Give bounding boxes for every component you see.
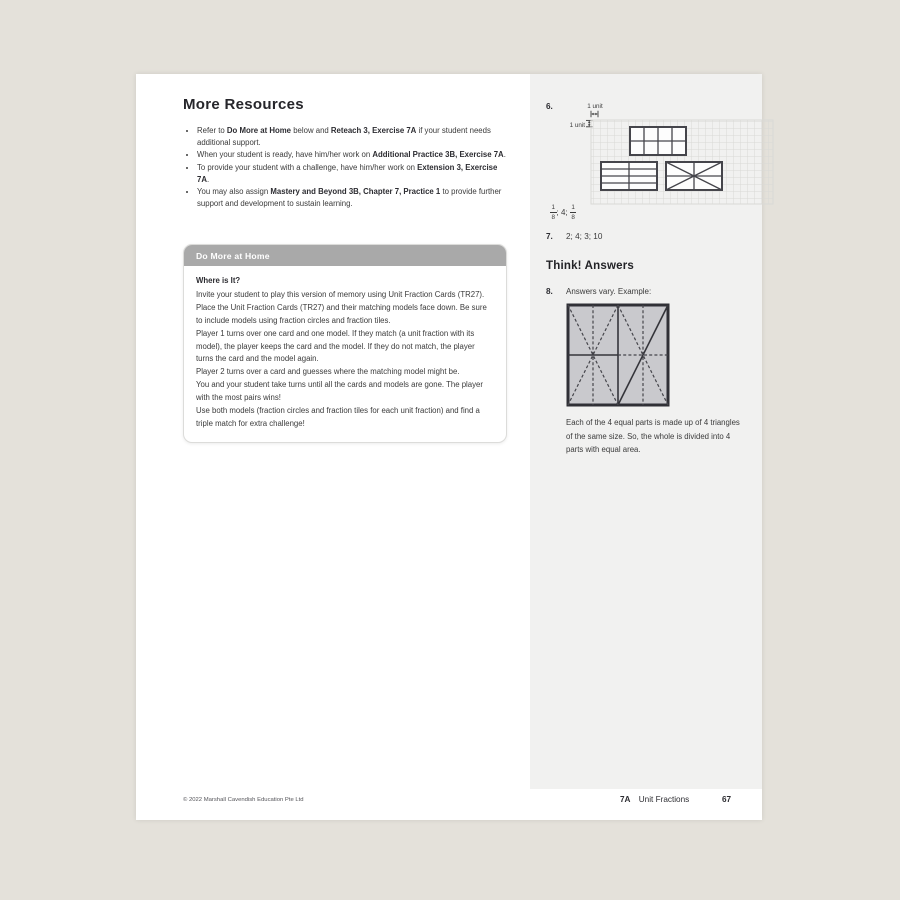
rectangle-eight-triangles (666, 162, 722, 190)
question-number: 8. (546, 287, 553, 296)
rectangle-eight-strips (601, 162, 657, 190)
answer-separator: ; 4; (556, 208, 570, 218)
question-number: 6. (546, 102, 553, 111)
question-number: 7. (546, 232, 553, 241)
answer-item-8 (530, 285, 740, 457)
fraction-one-eighth: $\frac{1}{8}$ (551, 204, 556, 221)
bullet-item: • Refer to Do More at Home below and Reteach 3, Exercise 7A if your student needs additional support. (197, 125, 509, 149)
think-answers-heading: Think! Answers (546, 260, 634, 272)
answer-8-intro: Answers vary. Example: (566, 287, 652, 296)
section-title: More Resources (183, 96, 304, 113)
box-header: Do More at Home (184, 245, 506, 266)
activity-paragraph: Invite your student to play this version of memory using Unit Fraction Cards (TR27). Place the Unit Fraction Cards (TR27) and their matching models face down. Be sure to include models using fraction circles and fraction tiles. (196, 289, 487, 325)
do-more-at-home-box (183, 244, 507, 443)
activity-title: Where is It? (196, 276, 241, 285)
bullet-item: • To provide your student with a challenge, have him/her work on Extension 3, Exercise 7A. (197, 162, 509, 186)
square-four-parts-figure (566, 303, 670, 407)
answer-6-value (550, 204, 576, 222)
fraction-one-eighth: $\frac{1}{8}$ (571, 204, 575, 221)
rectangle-eight-cells (630, 127, 686, 155)
activity-paragraph: You and your student take turns until all the cards and models are gone. The player with the most pairs wins! (196, 380, 483, 403)
chapter-code: 7A (620, 795, 631, 804)
answer-7-value: 2; 4; 3; 10 (566, 232, 603, 241)
left-column (183, 96, 509, 210)
resources-bullet-list (183, 125, 509, 210)
book-page (136, 74, 762, 820)
answer-item-6 (530, 100, 774, 208)
activity-paragraph: Use both models (fraction circles and fraction tiles for each unit fraction) and find a triple match for extra challenge! (196, 406, 480, 428)
answer-8-content (566, 285, 740, 457)
bullet-item: • When your student is ready, have him/her work on Additional Practice 3B, Exercise 7A. (197, 149, 509, 161)
answer-8-caption: Each of the 4 equal parts is made up of 4 triangles of the same size. So, the whole is divided into 4 parts with equal area. (566, 418, 740, 455)
box-body (184, 266, 506, 442)
horizontal-measure-arrow-icon (591, 111, 598, 117)
activity-paragraph: Player 1 turns over one card and one model. If they match (a unit fraction with its model), the player keeps the card and the model. If they do not match, the player turns the card and the model again. (196, 328, 475, 364)
grid-figure (558, 100, 774, 208)
answer-item-7 (530, 230, 602, 241)
bullet-item: • You may also assign Mastery and Beyond 3B, Chapter 7, Practice 1 to provide further support and development to sustain learning. (197, 186, 509, 210)
copyright-notice: © 2022 Marshall Cavendish Education Pte Ltd (183, 797, 304, 803)
activity-paragraph: Player 2 turns over a card and guesses where the matching model might be. (196, 367, 460, 377)
answers-panel (530, 74, 762, 789)
chapter-title: Unit Fractions (638, 795, 690, 804)
chapter-reference (620, 795, 689, 804)
page-number: 67 (722, 795, 732, 804)
unit-label-vertical: 1 unit (569, 122, 585, 129)
unit-label-horizontal: 1 unit (587, 103, 603, 110)
